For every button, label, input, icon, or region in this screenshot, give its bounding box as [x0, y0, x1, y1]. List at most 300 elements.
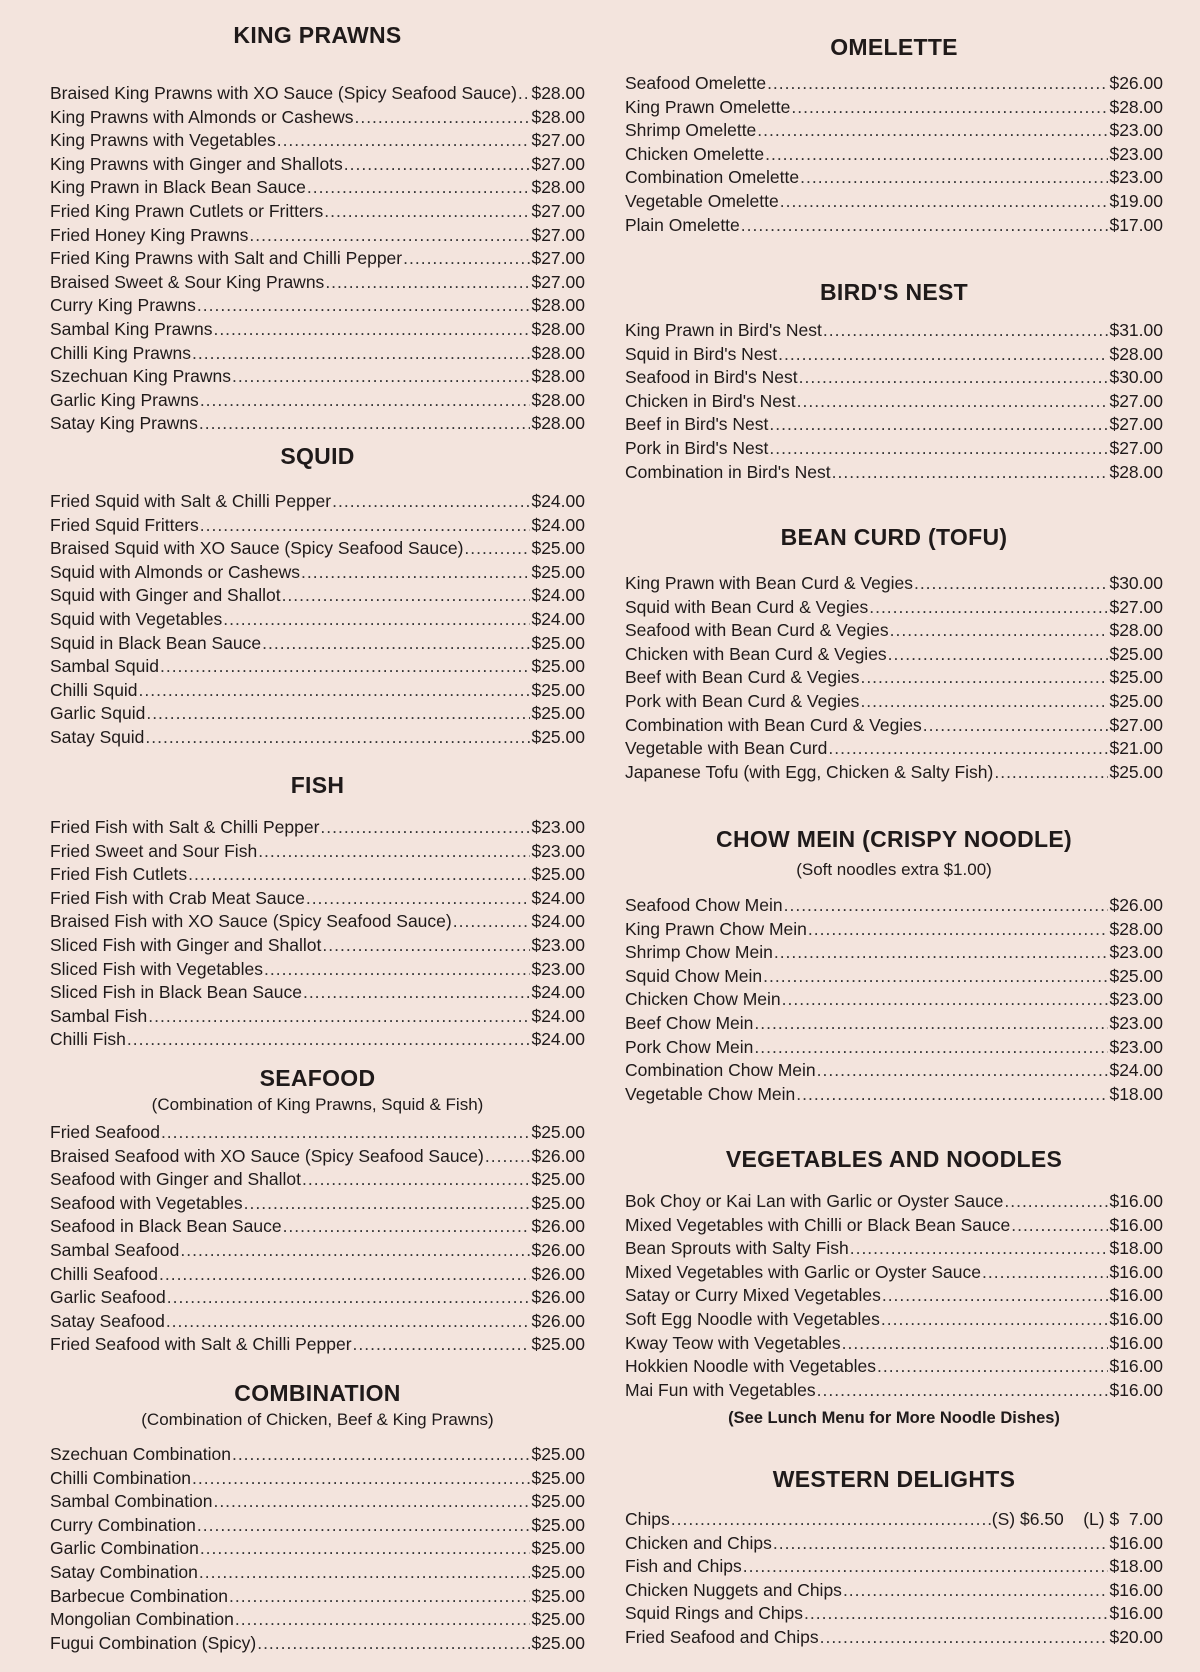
menu-item	[50, 342, 585, 366]
menu-item-price: $25.00	[531, 1585, 585, 1606]
menu-item	[625, 1083, 1163, 1107]
menu-item-name: Seafood with Bean Curd & Vegies	[625, 620, 889, 641]
section-birds-nest	[625, 277, 1163, 484]
menu-item-name: Chilli Squid	[50, 679, 138, 700]
dot-leader	[197, 1514, 531, 1538]
menu-item-name: King Prawn in Black Bean Sauce	[50, 177, 306, 198]
dot-leader	[145, 726, 530, 750]
menu-item-name: Squid with Almonds or Cashews	[50, 561, 300, 582]
menu-item	[625, 1214, 1163, 1238]
menu-item-name: Fried King Prawns with Salt and Chilli Pepper	[50, 248, 403, 269]
menu-item-name: Fried Sweet and Sour Fish	[50, 840, 258, 861]
dot-leader	[784, 894, 1109, 918]
dot-leader	[302, 1168, 530, 1192]
menu-item-price: $26.00	[531, 1263, 585, 1284]
section-combination	[50, 1378, 585, 1655]
menu-item-name: King Prawn Omelette	[625, 96, 791, 117]
dot-leader	[799, 366, 1109, 390]
dot-leader	[518, 82, 531, 106]
dot-leader	[767, 72, 1108, 96]
menu-item	[625, 894, 1163, 918]
menu-item	[625, 572, 1163, 596]
menu-item-price: $28.00	[531, 83, 585, 103]
menu-item-price: $16.00	[1109, 1261, 1163, 1282]
section-vegetables-noodles	[625, 1144, 1163, 1430]
menu-item	[50, 840, 585, 864]
menu-item-name: Braised Squid with XO Sauce (Spicy Seafood Sauce)	[50, 538, 464, 559]
menu-item-name: Beef Chow Mein	[625, 1012, 754, 1033]
item-list	[625, 572, 1163, 784]
section-title: WESTERN DELIGHTS	[772, 1466, 1016, 1492]
menu-item-price: $28.00	[1109, 96, 1163, 117]
menu-item	[625, 761, 1163, 785]
menu-item	[50, 294, 585, 318]
dot-leader	[869, 596, 1108, 620]
menu-item-name: Braised King Prawns with XO Sauce (Spicy Seafood Sauce)	[50, 83, 517, 103]
menu-item-name: Seafood in Black Bean Sauce	[50, 1216, 282, 1237]
item-list	[50, 816, 585, 1052]
menu-item-price: $26.00	[531, 1216, 585, 1237]
menu-item	[625, 214, 1163, 238]
menu-item	[625, 143, 1163, 167]
menu-item	[50, 1632, 585, 1656]
dot-leader	[235, 1608, 531, 1632]
item-list	[50, 490, 585, 750]
dot-leader	[200, 514, 531, 538]
section-title: CHOW MEIN (CRISPY NOODLE)	[716, 826, 1072, 852]
dot-leader	[160, 655, 531, 679]
menu-item-name: Sambal Fish	[50, 1005, 148, 1026]
dot-leader	[232, 1443, 531, 1467]
dot-leader	[249, 224, 530, 248]
dot-leader	[769, 413, 1108, 437]
menu-item-name: Satay Combination	[50, 1561, 198, 1582]
item-list	[50, 1443, 585, 1655]
dot-leader	[808, 918, 1109, 942]
menu-item-price: $30.00	[1109, 367, 1163, 388]
section-title: SQUID	[280, 443, 355, 469]
menu-item	[50, 561, 585, 585]
dot-leader	[199, 1561, 531, 1585]
dot-leader	[229, 1585, 530, 1609]
menu-item-name: Squid Chow Mein	[625, 965, 763, 986]
menu-item	[625, 1284, 1163, 1308]
menu-item-price: $16.00	[1109, 1308, 1163, 1329]
menu-item-name: Plain Omelette	[625, 214, 740, 235]
menu-item-name: Pork in Bird's Nest	[625, 437, 769, 458]
dot-leader	[188, 863, 530, 887]
menu-item	[50, 1443, 585, 1467]
menu-item-price: $28.00	[1109, 918, 1163, 939]
menu-item-name: Chicken Omelette	[625, 143, 765, 164]
menu-item	[625, 1332, 1163, 1356]
item-list	[625, 1508, 1163, 1650]
menu-item-price: $25.00	[531, 1538, 585, 1559]
menu-item-price: $25.00	[531, 864, 585, 885]
menu-item-name: Fried Fish Cutlets	[50, 864, 188, 885]
menu-item-price: $27.00	[1109, 596, 1163, 617]
menu-item	[50, 271, 585, 295]
menu-item-price: $19.00	[1109, 190, 1163, 211]
menu-item-name: Satay King Prawns	[50, 413, 198, 434]
menu-item-price: $26.00	[531, 1287, 585, 1308]
item-list	[50, 1121, 585, 1357]
menu-item	[50, 726, 585, 750]
dot-leader	[197, 294, 531, 318]
menu-item	[625, 1059, 1163, 1083]
menu-item-name: Chicken Chow Mein	[625, 989, 781, 1010]
menu-item	[625, 918, 1163, 942]
menu-item-price: $24.00	[531, 608, 585, 629]
menu-item-name: Fish and Chips	[625, 1556, 742, 1577]
menu-item-price: $24.00	[531, 514, 585, 535]
dot-leader	[403, 247, 530, 271]
menu-item-price: $27.00	[531, 224, 585, 245]
dot-leader	[782, 988, 1109, 1012]
menu-item-price: $27.00	[1109, 414, 1163, 435]
dot-leader	[860, 690, 1108, 714]
dot-leader	[320, 816, 530, 840]
menu-item-price: $16.00	[1109, 1356, 1163, 1377]
menu-item-name: Mongolian Combination	[50, 1609, 234, 1630]
dot-leader	[757, 119, 1108, 143]
section-fish	[50, 770, 585, 1052]
menu-item	[625, 343, 1163, 367]
menu-item-name: Barbecue Combination	[50, 1585, 229, 1606]
menu-item-price: $18.00	[1109, 1238, 1163, 1259]
dot-leader	[283, 1215, 531, 1239]
menu-item-name: Hokkien Noodle with Vegetables	[625, 1356, 876, 1377]
dot-leader	[453, 910, 531, 934]
menu-item	[50, 247, 585, 271]
dot-leader	[882, 1284, 1109, 1308]
menu-item-price: $28.00	[1109, 620, 1163, 641]
section-king-prawns	[50, 20, 585, 436]
menu-item-name: Seafood Omelette	[625, 73, 767, 93]
menu-item-price: $23.00	[531, 817, 585, 837]
menu-item	[50, 679, 585, 703]
dot-leader	[200, 1537, 531, 1561]
menu-item-price: $23.00	[531, 840, 585, 861]
menu-item	[50, 1005, 585, 1029]
menu-item	[50, 82, 585, 106]
menu-item	[625, 1579, 1163, 1603]
dot-leader	[200, 389, 531, 413]
menu-item-name: Shrimp Chow Mein	[625, 942, 773, 963]
dot-leader	[754, 1036, 1108, 1060]
menu-item-price: $28.00	[531, 106, 585, 127]
menu-item-name: Bean Sprouts with Salty Fish	[625, 1238, 849, 1259]
menu-item	[50, 389, 585, 413]
dot-leader	[161, 1121, 531, 1145]
menu-item-name: Shrimp Omelette	[625, 120, 757, 141]
menu-item-name: Chilli Fish	[50, 1029, 126, 1050]
menu-item	[625, 1532, 1163, 1556]
dot-leader	[223, 608, 530, 632]
menu-item	[625, 319, 1163, 343]
menu-item-price: $26.00	[1109, 895, 1163, 915]
menu-item-name: Japanese Tofu (with Egg, Chicken & Salty Fish)	[625, 761, 994, 782]
menu-item-name: King Prawns with Ginger and Shallots	[50, 153, 343, 174]
dot-leader	[800, 166, 1108, 190]
menu-item-name: Combination Omelette	[625, 167, 800, 188]
menu-item-name: Sambal Combination	[50, 1491, 213, 1512]
menu-item-name: Beef with Bean Curd & Vegies	[625, 667, 860, 688]
menu-item-name: Soft Egg Noodle with Vegetables	[625, 1308, 880, 1329]
dot-leader	[1004, 1190, 1108, 1214]
menu-item	[625, 941, 1163, 965]
section-title: OMELETTE	[830, 34, 958, 60]
menu-item-price: $25.00	[1109, 667, 1163, 688]
menu-item-name: Fried Squid with Salt & Chilli Pepper	[50, 491, 332, 511]
menu-item	[625, 1308, 1163, 1332]
dot-leader	[277, 129, 531, 153]
menu-item-price: $26.00	[531, 1310, 585, 1331]
menu-item-name: Mai Fun with Vegetables	[625, 1379, 816, 1400]
menu-item-name: Vegetable with Bean Curd	[625, 738, 828, 759]
menu-item-price: $25.00	[531, 703, 585, 724]
section-title: COMBINATION	[234, 1380, 401, 1406]
menu-item-name: Squid with Ginger and Shallot	[50, 585, 281, 606]
menu-item	[50, 1514, 585, 1538]
menu-item-name: Chilli Seafood	[50, 1263, 158, 1284]
section-omelette	[625, 32, 1163, 237]
menu-item-name: Pork with Bean Curd & Vegies	[625, 690, 860, 711]
menu-item-name: King Prawns with Vegetables	[50, 130, 276, 151]
section-chow-mein	[625, 824, 1163, 1106]
menu-item	[625, 596, 1163, 620]
menu-item-price: $25.00	[531, 632, 585, 653]
menu-item	[50, 863, 585, 887]
menu-item-price: $24.00	[531, 1005, 585, 1026]
menu-item	[50, 1239, 585, 1263]
menu-item-name: Seafood with Ginger and Shallot	[50, 1169, 301, 1190]
dot-leader	[332, 490, 530, 514]
menu-item-price: $25.00	[1109, 761, 1163, 782]
dot-leader	[888, 643, 1109, 667]
dot-leader	[797, 390, 1109, 414]
item-list	[50, 82, 585, 436]
dot-leader	[843, 1579, 1109, 1603]
dot-leader	[354, 106, 530, 130]
menu-item-price: $28.00	[531, 342, 585, 363]
menu-item	[50, 1286, 585, 1310]
item-list	[625, 72, 1163, 237]
menu-item	[50, 1467, 585, 1491]
menu-item-price: $25.00	[531, 1467, 585, 1488]
dot-leader	[923, 714, 1109, 738]
dot-leader	[232, 365, 531, 389]
menu-item-name: Szechuan King Prawns	[50, 366, 231, 387]
menu-item-name: Combination Chow Mein	[625, 1060, 816, 1081]
menu-item	[50, 106, 585, 130]
menu-item	[625, 714, 1163, 738]
menu-item-price: $26.00	[1109, 73, 1163, 93]
section-title: BEAN CURD (TOFU)	[780, 524, 1008, 550]
menu-item-price: $27.00	[1109, 437, 1163, 458]
menu-item-price: $25.00	[531, 1632, 585, 1653]
menu-item-name: Braised Fish with XO Sauce (Spicy Seafood Sauce)	[50, 911, 452, 932]
menu-item-name: Squid with Vegetables	[50, 608, 223, 629]
menu-item-name: Chicken and Chips	[625, 1532, 772, 1553]
menu-item-name: Fried King Prawn Cutlets or Fritters	[50, 200, 324, 221]
menu-item-price: $24.00	[531, 887, 585, 908]
dot-leader	[773, 1532, 1109, 1556]
section-squid	[50, 441, 585, 750]
menu-item-price: $28.00	[531, 295, 585, 316]
menu-item-price: $24.00	[531, 982, 585, 1003]
menu-item-name: Fried Seafood	[50, 1122, 160, 1142]
menu-item	[50, 816, 585, 840]
menu-item	[50, 632, 585, 656]
menu-item-name: Sambal Squid	[50, 656, 159, 677]
menu-item-price: $25.00	[531, 1491, 585, 1512]
dot-leader	[982, 1261, 1108, 1285]
menu-item-price: $16.00	[1109, 1191, 1163, 1211]
menu-item-price: $28.00	[531, 389, 585, 410]
menu-item	[625, 1261, 1163, 1285]
menu-item-price: $23.00	[1109, 1012, 1163, 1033]
menu-item	[625, 619, 1163, 643]
menu-item	[625, 390, 1163, 414]
menu-item	[50, 910, 585, 934]
menu-item	[50, 934, 585, 958]
menu-item-name: Chicken in Bird's Nest	[625, 390, 796, 411]
dot-leader	[778, 343, 1108, 367]
dot-leader	[765, 143, 1108, 167]
menu-item-price: $20.00	[1109, 1626, 1163, 1647]
menu-item-name: King Prawn with Bean Curd & Vegies	[625, 573, 913, 593]
menu-item	[50, 153, 585, 177]
menu-item	[625, 96, 1163, 120]
menu-item-name: Squid in Bird's Nest	[625, 343, 778, 364]
menu-item-price: $17.00	[1109, 214, 1163, 235]
menu-item	[50, 129, 585, 153]
dot-leader	[741, 214, 1109, 238]
menu-item	[50, 584, 585, 608]
menu-item-price: $25.00	[531, 679, 585, 700]
dot-leader	[192, 342, 530, 366]
dot-leader	[860, 666, 1108, 690]
menu-item-name: Chilli Combination	[50, 1467, 192, 1488]
menu-item-name: Squid in Black Bean Sauce	[50, 632, 262, 653]
menu-item	[625, 1012, 1163, 1036]
menu-item	[50, 1537, 585, 1561]
menu-item	[625, 737, 1163, 761]
menu-item-name: Mixed Vegetables with Garlic or Oyster Sauce	[625, 1261, 981, 1282]
menu-item	[50, 224, 585, 248]
menu-item-price: $16.00	[1109, 1579, 1163, 1600]
item-list	[625, 894, 1163, 1106]
item-list	[625, 319, 1163, 484]
dot-leader	[754, 1012, 1108, 1036]
menu-item	[50, 176, 585, 200]
dot-leader	[139, 679, 531, 703]
menu-item-name: Fugui Combination (Spicy)	[50, 1632, 257, 1653]
menu-item	[625, 643, 1163, 667]
dot-leader	[828, 737, 1108, 761]
section-title: BIRD'S NEST	[819, 279, 969, 305]
menu-item	[50, 1310, 585, 1334]
dot-leader	[780, 190, 1109, 214]
menu-item-name: Braised Seafood with XO Sauce (Spicy Seafood Sauce)	[50, 1145, 484, 1166]
dot-leader	[804, 1602, 1108, 1626]
dot-leader	[258, 840, 530, 864]
dot-leader	[743, 1555, 1109, 1579]
menu-item	[625, 119, 1163, 143]
menu-item-name: Fried Honey King Prawns	[50, 224, 249, 245]
menu-item	[625, 1190, 1163, 1214]
dot-leader	[353, 1333, 531, 1357]
menu-item-price: $18.00	[1109, 1556, 1163, 1577]
dot-leader	[769, 437, 1108, 461]
menu-item	[625, 1237, 1163, 1261]
menu-item	[625, 965, 1163, 989]
dot-leader	[485, 1145, 531, 1169]
menu-item-name: Satay Squid	[50, 726, 145, 747]
menu-item-price: $18.00	[1109, 1083, 1163, 1104]
dot-leader	[832, 461, 1109, 485]
menu-item-name: Combination in Bird's Nest	[625, 461, 831, 482]
menu-item-name: King Prawns with Almonds or Cashews	[50, 106, 354, 127]
section-note: (See Lunch Menu for More Noodle Dishes)	[728, 1409, 1060, 1428]
menu-item-name: Garlic Squid	[50, 703, 146, 724]
menu-item-name: Chicken with Bean Curd & Vegies	[625, 643, 887, 664]
menu-item	[625, 413, 1163, 437]
menu-item	[625, 437, 1163, 461]
menu-item-price: $31.00	[1109, 320, 1163, 340]
menu-item-price: $28.00	[531, 366, 585, 387]
menu-item-price: $23.00	[1109, 120, 1163, 141]
menu-item	[50, 887, 585, 911]
menu-item	[50, 1490, 585, 1514]
menu-item-price: $24.00	[531, 1029, 585, 1050]
menu-item	[50, 1333, 585, 1357]
menu-item-name: Sambal King Prawns	[50, 318, 213, 339]
menu-item-name: Garlic Seafood	[50, 1287, 166, 1308]
menu-item-price: $16.00	[1109, 1603, 1163, 1624]
dot-leader	[282, 584, 531, 608]
menu-item-name: Szechuan Combination	[50, 1444, 231, 1464]
menu-item	[50, 365, 585, 389]
dot-leader	[146, 702, 530, 726]
menu-item-price: $27.00	[531, 153, 585, 174]
menu-item-price: $25.00	[1109, 690, 1163, 711]
dot-leader	[257, 1632, 530, 1656]
menu-item-price: $25.00	[531, 726, 585, 747]
dot-leader	[301, 561, 530, 585]
menu-item-name: Seafood with Vegetables	[50, 1192, 243, 1213]
menu-item	[625, 1555, 1163, 1579]
dot-leader	[159, 1263, 530, 1287]
menu-item-name: Curry Combination	[50, 1514, 196, 1535]
menu-item-price: $21.00	[1109, 738, 1163, 759]
menu-item	[50, 655, 585, 679]
menu-item-name: Fried Squid Fritters	[50, 514, 199, 535]
menu-item	[50, 490, 585, 514]
menu-item-name: Combination with Bean Curd & Vegies	[625, 714, 922, 735]
menu-item-name: Kway Teow with Vegetables	[625, 1332, 841, 1353]
menu-item	[50, 1145, 585, 1169]
menu-item-price: $25.00	[531, 656, 585, 677]
dot-leader	[842, 1332, 1109, 1356]
menu-item-name: Chilli King Prawns	[50, 342, 192, 363]
section-subtitle: (Soft noodles extra $1.00)	[796, 860, 992, 879]
menu-item-price: $24.00	[531, 585, 585, 606]
menu-item-price: $16.00	[1109, 1379, 1163, 1400]
menu-item-price: $25.00	[531, 1122, 585, 1142]
menu-item-price: $25.00	[531, 538, 585, 559]
